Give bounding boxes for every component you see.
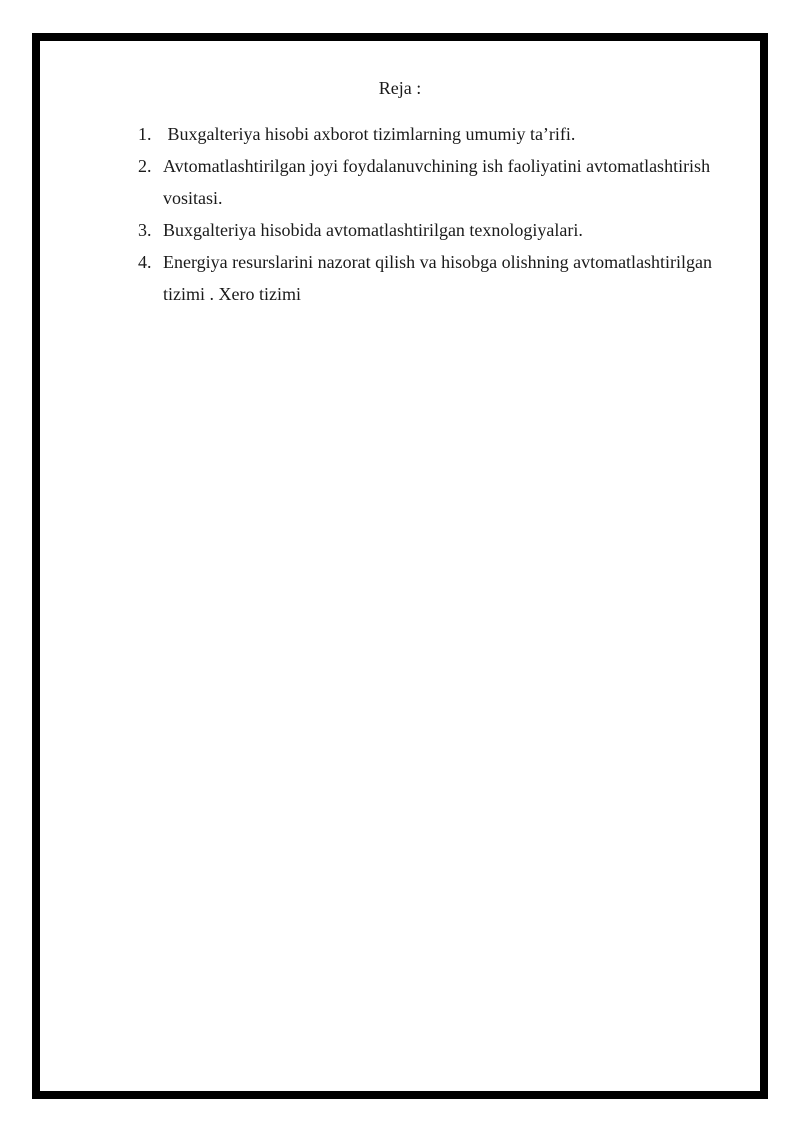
list-item-text: Avtomatlashtirilgan joyi foydalanuvchining ish faoliyatini avtomatlashtirish vositasi. [163, 156, 711, 208]
list-item-text: Buxgalteriya hisobida avtomatlashtirilgan texnologiyalari. [163, 220, 583, 240]
list-item-number: 1. [138, 124, 152, 144]
list-item [138, 246, 748, 310]
list-item [138, 150, 748, 214]
list-item-text: Energiya resurslarini nazorat qilish va hisobga olishning avtomatlashtirilgan tizimi . Xero tizimi [163, 252, 713, 304]
list-item-number: 4. [138, 252, 152, 272]
list-item [138, 214, 748, 246]
plan-list [138, 118, 748, 310]
list-item-number: 2. [138, 156, 152, 176]
list-item-text: Buxgalteriya hisobi axborot tizimlarning umumiy ta’rifi. [163, 124, 576, 144]
document-title: Reja : [378, 78, 422, 98]
list-item-number: 3. [138, 220, 152, 240]
list-item [138, 118, 748, 150]
